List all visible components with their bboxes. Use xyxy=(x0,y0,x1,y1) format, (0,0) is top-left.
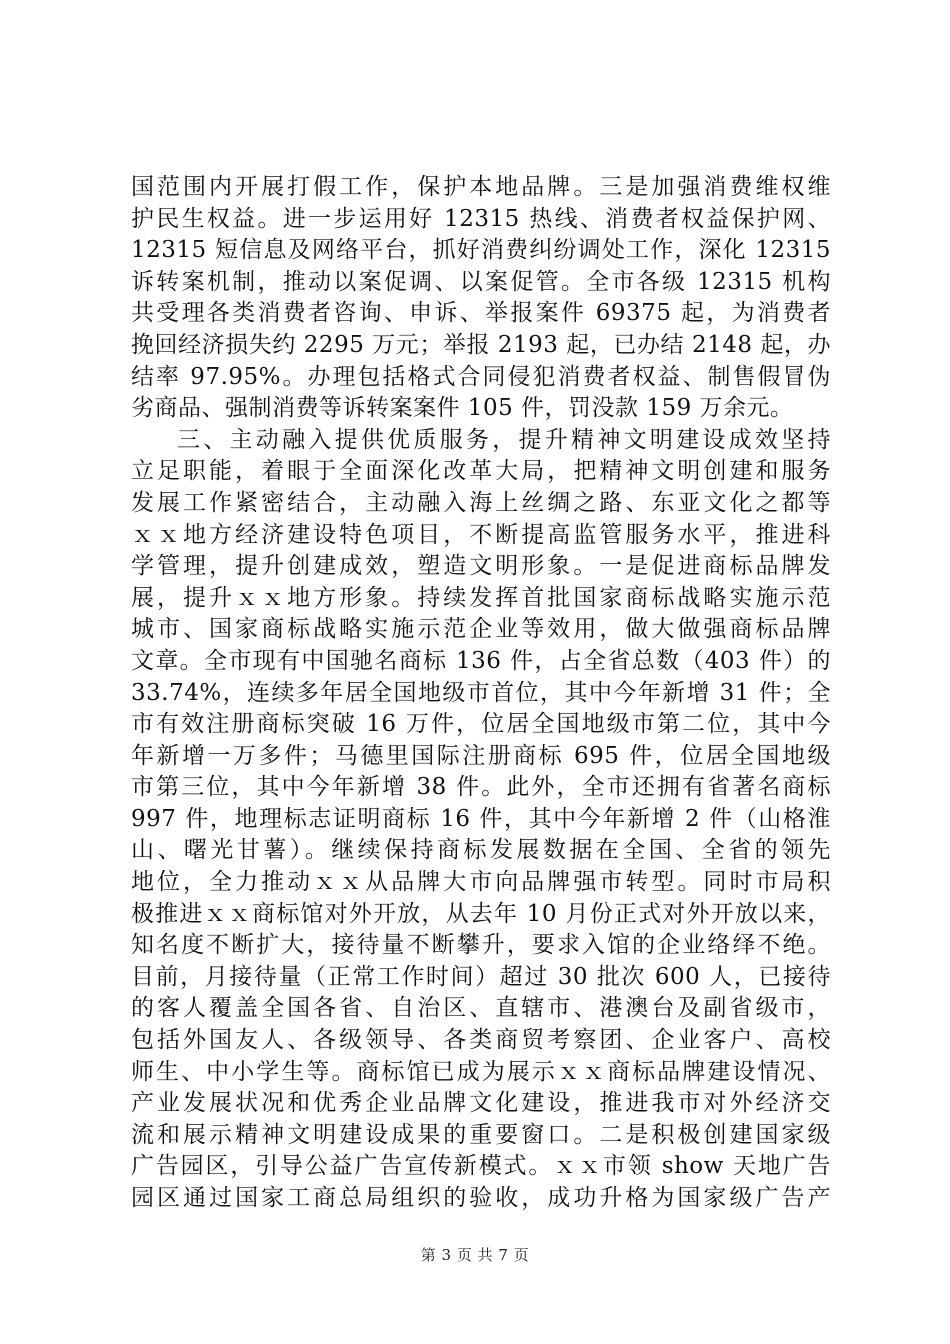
text-line: 发展工作紧密结合，主动融入海上丝绸之路、东亚文化之都等 xyxy=(131,489,831,516)
text-line: 立足职能，着眼于全面深化改革大局，把精神文明创建和服务 xyxy=(131,458,831,485)
text-line: 市第三位，其中今年新增 38 件。此外，全市还拥有省著名商标 xyxy=(131,774,831,801)
section-heading-line: 三、主动融入提供优质服务，提升精神文明建设成效坚持 xyxy=(177,426,831,453)
text-line: 包括外国友人、各级领导、各类商贸考察团、企业客户、高校 xyxy=(131,1027,831,1054)
text-line: 挽回经济损失约 2295 万元；举报 2193 起，已办结 2148 起，办 xyxy=(131,331,831,358)
text-line: 知名度不断扩大，接待量不断攀升，要求入馆的企业络绎不绝。 xyxy=(131,932,831,959)
text-line: 共受理各类消费者咨询、申诉、举报案件 69375 起，为消费者 xyxy=(131,300,831,327)
text-line: 33.74%，连续多年居全国地级市首位，其中今年新增 31 件；全 xyxy=(131,679,831,706)
text-line: 地位，全力推动ｘｘ从品牌大市向品牌强市转型。同时市局积 xyxy=(131,869,831,896)
text-line: 极推进ｘｘ商标馆对外开放，从去年 10 月份正式对外开放以来， xyxy=(131,900,831,927)
text-line: 广告园区，引导公益广告宣传新模式。ｘｘ市领 show 天地广告 xyxy=(131,1153,831,1180)
text-line: 的客人覆盖全国各省、自治区、直辖市、港澳台及副省级市， xyxy=(131,995,831,1022)
text-line: 国范围内开展打假工作，保护本地品牌。三是加强消费维权维 xyxy=(131,174,831,200)
text-line: ｘｘ地方经济建设特色项目，不断提高监管服务水平，推进科 xyxy=(131,521,831,548)
text-line: 文章。全市现有中国驰名商标 136 件，占全省总数（403 件）的 xyxy=(131,647,831,674)
text-line: 市有效注册商标突破 16 万件，位居全国地级市第二位，其中今 xyxy=(131,711,831,738)
text-line: 山、曙光甘薯）。继续保持商标发展数据在全国、全省的领先 xyxy=(131,837,831,864)
text-line: 劣商品、强制消费等诉转案案件 105 件，罚没款 159 万余元。 xyxy=(131,395,794,422)
text-line: 护民生权益。进一步运用好 12315 热线、消费者权益保护网、 xyxy=(131,205,831,232)
body-text xyxy=(131,172,831,1215)
text-line: 目前，月接待量（正常工作时间）超过 30 批次 600 人，已接待 xyxy=(131,963,831,990)
text-line: 12315 短信息及网络平台，抓好消费纠纷调处工作，深化 12315 xyxy=(131,237,831,264)
text-line: 园区通过国家工商总局组织的验收，成功升格为国家级广告产 xyxy=(131,1185,831,1211)
text-line: 展，提升ｘｘ地方形象。持续发挥首批国家商标战略实施示范 xyxy=(131,584,831,611)
text-line: 学管理，提升创建成效，塑造文明形象。一是促进商标品牌发 xyxy=(131,553,831,580)
text-line: 城市、国家商标战略实施示范企业等效用，做大做强商标品牌 xyxy=(131,616,831,643)
page-number-footer: 第 3 页 共 7 页 xyxy=(420,1246,530,1264)
text-line: 流和展示精神文明建设成果的重要窗口。二是积极创建国家级 xyxy=(131,1121,831,1148)
text-line: 结率 97.95%。办理包括格式合同侵犯消费者权益、制售假冒伪 xyxy=(131,363,831,390)
text-line: 产业发展状况和优秀企业品牌文化建设，推进我市对外经济交 xyxy=(131,1090,831,1117)
text-line: 997 件，地理标志证明商标 16 件，其中今年新增 2 件（山格淮 xyxy=(131,805,831,832)
text-line: 诉转案机制，推动以案促调、以案促管。全市各级 12315 机构 xyxy=(131,268,831,295)
text-line: 师生、中小学生等。商标馆已成为展示ｘｘ商标品牌建设情况、 xyxy=(131,1058,831,1085)
text-line: 年新增一万多件；马德里国际注册商标 695 件，位居全国地级 xyxy=(131,742,831,769)
